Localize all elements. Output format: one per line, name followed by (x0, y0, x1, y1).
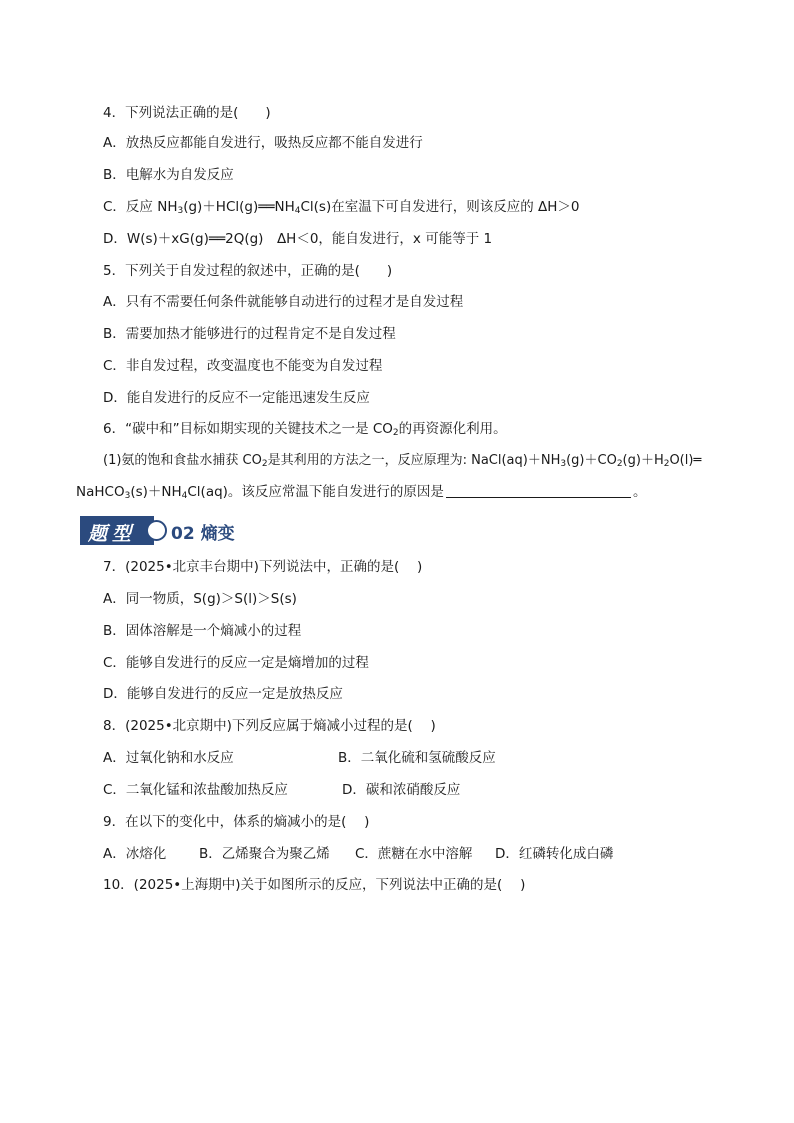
q6-stem-post: 的再资源化利用。 (398, 421, 507, 437)
q6-p2-a: NaHCO (76, 484, 125, 500)
q10-stem: 10．(2025•上海期中)关于如图所示的反应，下列说法中正确的是( ) (103, 877, 526, 893)
q6-p2-b: (s)＋NH (130, 484, 182, 500)
q6-p1-c: (g)＋CO (566, 453, 617, 468)
q4-option-c (103, 198, 580, 216)
q6-part1-line2 (76, 483, 646, 501)
q4-stem: 4．下列说法正确的是( ) (103, 105, 271, 121)
q8-option-b: B．二氧化硫和氢硫酸反应 (338, 750, 496, 766)
q6-stem-sub: 2 (392, 428, 399, 438)
q8-option-d: D．碳和浓硝酸反应 (342, 782, 461, 798)
q6-p2-s1: 3 (124, 491, 131, 501)
q6-stem (103, 420, 507, 438)
q6-p1-s4: 2 (663, 459, 670, 469)
q6-p1-b: 是其利用的方法之一，反应原理为: NaCl(aq)＋NH (267, 453, 561, 468)
q6-p1-d: (g)＋H (622, 453, 664, 468)
section-title: 02 熵变 (171, 524, 235, 544)
q4-c-mid: (g)＋HCl(g)══NH (183, 199, 295, 215)
q6-p1-s1: 2 (261, 459, 268, 469)
section-tag-box (80, 516, 154, 545)
q6-p2-c: Cl(aq)。该反应常温下能自发进行的原因是 (187, 484, 444, 500)
q4-option-d: D．W(s)＋xG(g)══2Q(g) ΔH＜0，能自发进行，x 可能等于 1 (103, 231, 493, 247)
q6-p2-s2: 4 (181, 491, 188, 501)
q6-p1-e: O(l)═ (669, 453, 702, 468)
q5-option-d: D．能自发进行的反应不一定能迅速发生反应 (103, 390, 370, 406)
q7-option-a: A．同一物质，S(g)＞S(l)＞S(s) (103, 591, 297, 607)
q6-p1-s2: 3 (560, 459, 567, 469)
q9-option-d: D．红磷转化成白磷 (495, 846, 614, 862)
q6-p1-a: (1)氨的饱和食盐水捕获 CO (103, 453, 262, 468)
q7-option-c: C．能够自发进行的反应一定是熵增加的过程 (103, 655, 369, 671)
q6-stem-pre: 6．“碳中和”目标如期实现的关键技术之一是 CO (103, 421, 393, 437)
q6-p2-end: 。 (632, 484, 647, 500)
q4-option-b: B．电解水为自发反应 (103, 167, 234, 183)
q4-c-pre: C．反应 NH (103, 199, 178, 215)
q8-option-c: C．二氧化锰和浓盐酸加热反应 (103, 782, 288, 798)
q9-stem: 9．在以下的变化中，体系的熵减小的是( ) (103, 814, 370, 830)
q7-stem: 7．(2025•北京丰台期中)下列说法中，正确的是( ) (103, 559, 423, 575)
section-tag-label: 题型 (88, 523, 137, 545)
q6-part1-line1 (103, 452, 701, 470)
section-banner (80, 516, 290, 545)
q9-option-b: B．乙烯聚合为聚乙烯 (199, 846, 330, 862)
q4-option-a: A．放热反应都能自发进行，吸热反应都不能自发进行 (103, 135, 423, 151)
q7-option-b: B．固体溶解是一个熵减小的过程 (103, 623, 302, 639)
q5-option-b: B．需要加热才能够进行的过程肯定不是自发过程 (103, 326, 396, 342)
q4-c-post: Cl(s)在室温下可自发进行，则该反应的 ΔH＞0 (300, 199, 580, 215)
q9-option-a: A．冰熔化 (103, 846, 167, 862)
q4-c-sub1: 3 (177, 206, 184, 216)
q7-option-d: D．能够自发进行的反应一定是放热反应 (103, 686, 343, 702)
q5-stem: 5．下列关于自发过程的叙述中，正确的是( ) (103, 263, 393, 279)
q4-c-sub2: 4 (294, 206, 301, 216)
q9-option-c: C．蔗糖在水中溶解 (355, 846, 473, 862)
q5-option-c: C．非自发过程，改变温度也不能变为自发过程 (103, 358, 383, 374)
q5-option-a: A．只有不需要任何条件就能够自动进行的过程才是自发过程 (103, 294, 464, 310)
q8-stem: 8．(2025•北京期中)下列反应属于熵减小过程的是( ) (103, 718, 436, 734)
answer-blank[interactable] (446, 484, 631, 498)
q8-option-a: A．过氧化钠和水反应 (103, 750, 234, 766)
section-tag-notch (146, 520, 167, 541)
q6-p1-s3: 2 (616, 459, 623, 469)
